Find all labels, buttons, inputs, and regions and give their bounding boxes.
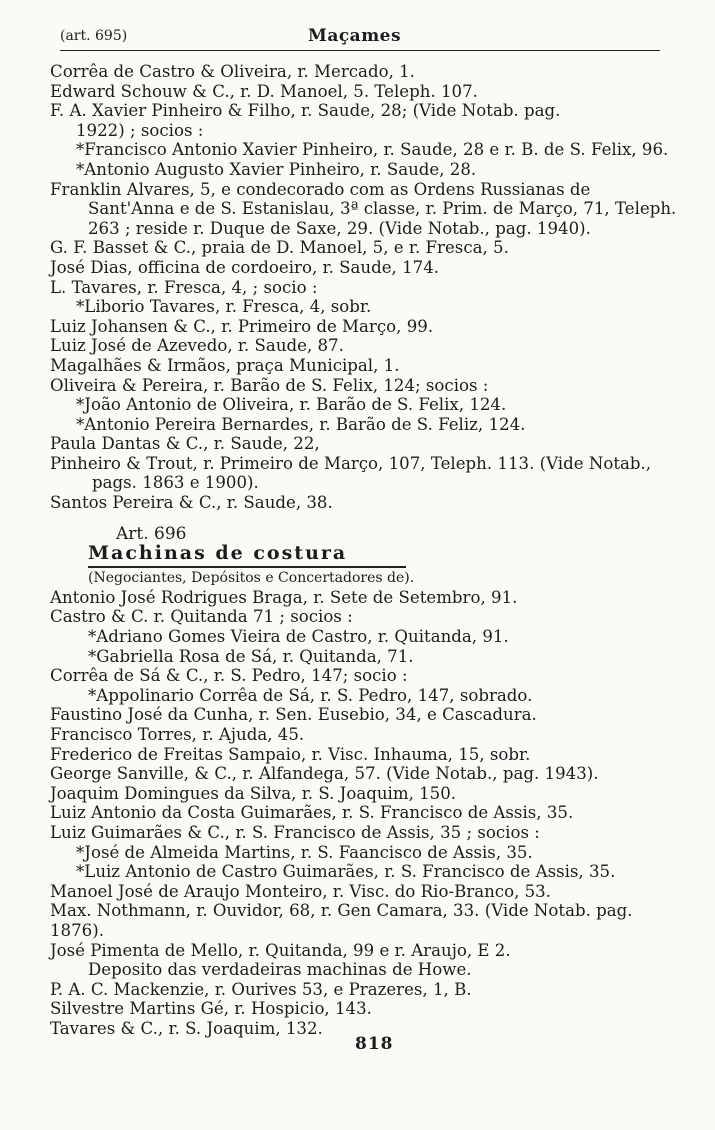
directory-entry: L. Tavares, r. Fresca, 4, ; socio : <box>50 277 318 297</box>
directory-entry: José Dias, officina de cordoeiro, r. Saude, 174. <box>50 257 440 277</box>
directory-entry: George Sanville, & C., r. Alfandega, 57. (Vide Notab., pag. 1943). <box>50 764 599 784</box>
directory-entry: Magalhães & Irmãos, praça Municipal, 1. <box>50 355 400 375</box>
directory-entry: Luiz Johansen & C., r. Primeiro de Março, 99. <box>50 316 434 336</box>
directory-entry: Santos Pereira & C., r. Saude, 38. <box>50 493 333 513</box>
directory-entry: Pinheiro & Trout, r. Primeiro de Março, 107, Teleph. 113. (Vide Notab., <box>50 453 652 473</box>
entries-list-a <box>50 62 690 513</box>
directory-entry: Silvestre Martins Gé, r. Hospicio, 143. <box>50 999 372 1019</box>
directory-entry: Oliveira & Pereira, r. Barão de S. Felix, 124; socios : <box>50 375 489 395</box>
directory-entry: Paula Dantas & C., r. Saude, 22, <box>50 434 320 454</box>
directory-entry: *Luiz Antonio de Castro Guimarães, r. S. Francisco de Assis, 35. <box>76 862 616 882</box>
directory-entry: P. A. C. Mackenzie, r. Ourives 53, e Prazeres, 1, B. <box>50 979 472 999</box>
directory-entry: pags. 1863 e 1900). <box>92 473 259 493</box>
directory-entry: Edward Schouw & C., r. D. Manoel, 5. Teleph. 107. <box>50 81 478 101</box>
section-note: (Negociantes, Depósitos e Concertadores de). <box>88 569 415 586</box>
directory-entry: José Pimenta de Mello, r. Quitanda, 99 e r. Araujo, E 2. <box>50 940 511 960</box>
page-header <box>60 22 660 51</box>
directory-entry: *Appolinario Corrêa de Sá, r. S. Pedro, 147, sobrado. <box>88 685 533 705</box>
directory-entry: Frederico de Freitas Sampaio, r. Visc. Inhauma, 15, sobr. <box>50 744 531 764</box>
directory-entry: Manoel José de Araujo Monteiro, r. Visc. do Rio-Branco, 53. <box>50 881 552 901</box>
directory-entry: Franklin Alvares, 5, e condecorado com as Ordens Russianas de <box>50 179 591 199</box>
entries-list-b <box>50 588 690 1039</box>
directory-entry: Max. Nothmann, r. Ouvidor, 68, r. Gen Camara, 33. (Vide Notab. pag. 1876). <box>50 901 633 940</box>
directory-entry: Deposito das verdadeiras machinas de Howe. <box>88 960 472 980</box>
directory-entry: Tavares & C., r. S. Joaquim, 132. <box>50 1018 323 1038</box>
directory-entry: 1922) ; socios : <box>76 120 204 140</box>
directory-entry: Sant'Anna e de S. Estanislau, 3ª classe, r. Prim. de Março, 71, Teleph. <box>88 199 677 219</box>
directory-entry: Castro & C. r. Quitanda 71 ; socios : <box>50 607 353 627</box>
article-reference: (art. 695) <box>60 28 128 44</box>
directory-entry: *Liborio Tavares, r. Fresca, 4, sobr. <box>76 297 372 317</box>
directory-entry: F. A. Xavier Pinheiro & Filho, r. Saude, 28; (Vide Notab. pag. <box>50 101 561 121</box>
directory-entry: Faustino José da Cunha, r. Sen. Eusebio, 34, e Cascadura. <box>50 705 537 725</box>
directory-entry: Luiz Guimarães & C., r. S. Francisco de Assis, 35 ; socios : <box>50 822 540 842</box>
directory-entry: *José de Almeida Martins, r. S. Faancisco de Assis, 35. <box>76 842 533 862</box>
directory-entry: *Francisco Antonio Xavier Pinheiro, r. Saude, 28 e r. B. de S. Felix, 96. <box>76 140 669 160</box>
directory-entry: Luiz Antonio da Costa Guimarães, r. S. Francisco de Assis, 35. <box>50 803 574 823</box>
directory-entry: 263 ; reside r. Duque de Saxe, 29. (Vide Notab., pag. 1940). <box>88 218 591 238</box>
running-title: Maçames <box>308 26 402 46</box>
directory-entry: *Antonio Pereira Bernardes, r. Barão de S. Feliz, 124. <box>76 414 526 434</box>
directory-entry: *João Antonio de Oliveira, r. Barão de S. Felix, 124. <box>76 395 507 415</box>
section-title: Machinas de costura <box>88 544 406 568</box>
directory-body <box>50 62 690 1039</box>
directory-entry: *Antonio Augusto Xavier Pinheiro, r. Saude, 28. <box>76 159 477 179</box>
page-number: 818 <box>355 1034 394 1054</box>
directory-entry: *Adriano Gomes Vieira de Castro, r. Quitanda, 91. <box>88 627 509 647</box>
directory-entry: Corrêa de Sá & C., r. S. Pedro, 147; socio : <box>50 666 408 686</box>
directory-entry: Luiz José de Azevedo, r. Saude, 87. <box>50 336 344 356</box>
directory-entry: Francisco Torres, r. Ajuda, 45. <box>50 725 305 744</box>
directory-entry: Antonio José Rodrigues Braga, r. Sete de Setembro, 91. <box>50 587 518 607</box>
directory-entry: *Gabriella Rosa de Sá, r. Quitanda, 71. <box>88 646 414 666</box>
section-article: Art. 696 <box>116 523 187 544</box>
directory-entry: Corrêa de Castro & Oliveira, r. Mercado, 1. <box>50 62 415 81</box>
directory-entry: Joaquim Domingues da Silva, r. S. Joaquim, 150. <box>50 783 457 803</box>
directory-entry: G. F. Basset & C., praia de D. Manoel, 5, e r. Fresca, 5. <box>50 238 509 258</box>
